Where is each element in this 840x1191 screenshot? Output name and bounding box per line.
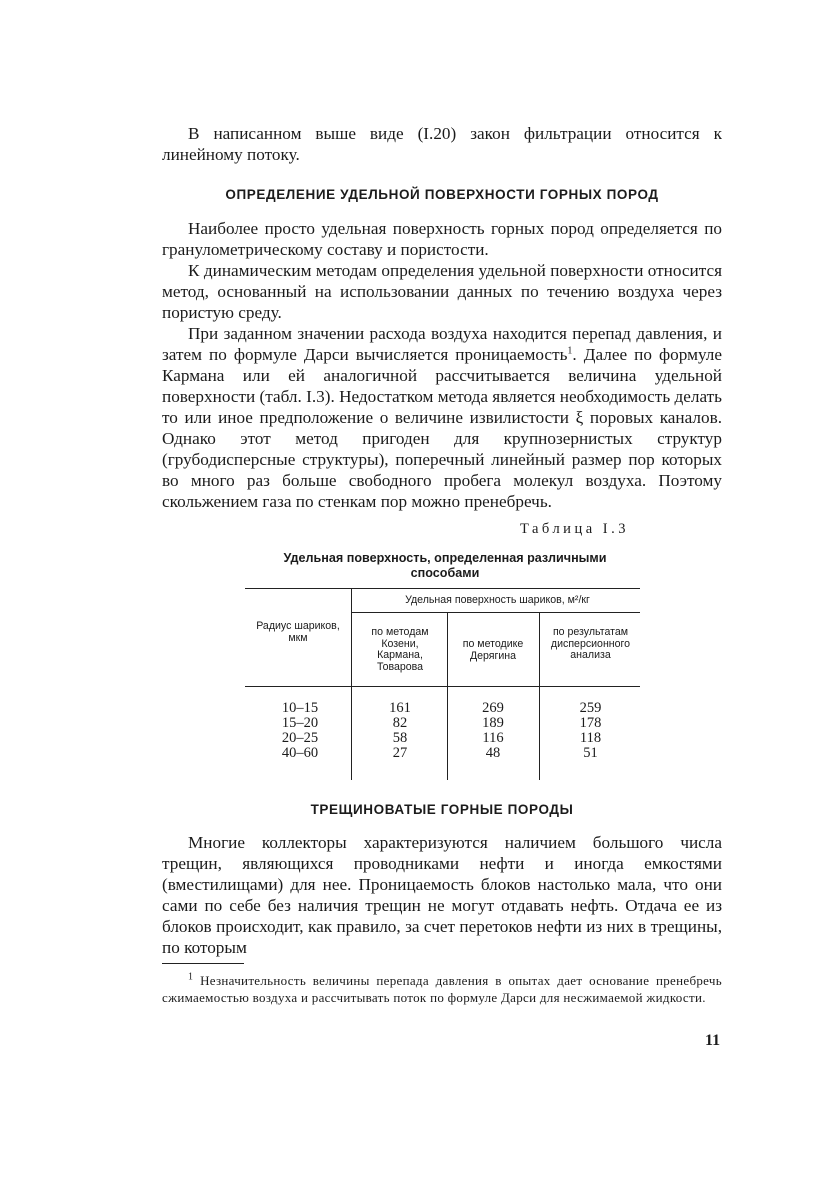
table-cell: 48	[485, 745, 501, 761]
section1-paragraph-2: К динамическим методам определения удельной поверхности относится метод, основанный на использовании данных по течению воздуха через пористую среду.	[162, 261, 722, 322]
section1-body	[162, 218, 722, 512]
footnote-text: Незначительность величины перепада давления в опытах дает основание пренебречь сжимаемостью воздуха и рассчитывать поток по формуле Дарси для несжимаемой жидкости.	[162, 973, 722, 1005]
table-cell: 116	[482, 730, 504, 746]
table-top-rule	[245, 588, 640, 589]
table-caption: Удельная поверхность, определенная различными способами	[283, 551, 607, 580]
table-cell: 178	[579, 715, 602, 731]
footnote-reference: 1	[567, 345, 573, 357]
section1-paragraph-1: Наиболее просто удельная поверхность горных пород определяется по гранулометрическому составу и пористости.	[162, 219, 722, 259]
header-dispersion-analysis: по результатам дисперсионного анализа	[550, 626, 631, 661]
section2-paragraph-1: Многие коллекторы характеризуются наличием большого числа трещин, являющихся проводниками нефти и иногда емкостями (вместилищами) для нее. Проницаемость блоков настолько мала, что они сами по себе без наличия трещин не могут отдавать нефть. Отдача ее из блоков происходит, как правило, за счет перетоков нефти из них в трещины, по которым	[162, 833, 722, 957]
section-heading-specific-surface: ОПРЕДЕЛЕНИЕ УДЕЛЬНОЙ ПОВЕРХНОСТИ ГОРНЫХ ПОРОД	[225, 187, 659, 202]
section1-paragraph-3-start: При заданном значении расхода воздуха находится перепад давления, и затем по формуле Дарси вычисляется проницаемость	[162, 324, 722, 364]
table-cell: 118	[579, 730, 602, 746]
section-heading-fractured-rocks: ТРЕЩИНОВАТЫЕ ГОРНЫЕ ПОРОДЫ	[310, 802, 574, 817]
table-cell: 269	[482, 700, 504, 716]
footnote-mark: 1	[188, 971, 194, 983]
table-cell: 20–25	[281, 730, 319, 746]
header-specific-surface: Удельная поверхность шариков, м²/кг	[405, 594, 590, 606]
table-cell: 51	[583, 745, 598, 761]
table-cell: 10–15	[281, 700, 319, 716]
intro-block	[162, 123, 722, 165]
table-divider-1	[351, 588, 352, 780]
table-cell: 27	[392, 745, 408, 761]
table-cell: 161	[389, 700, 411, 716]
intro-paragraph: В написанном выше виде (I.20) закон фильтрации относится к линейному потоку.	[162, 124, 722, 164]
table-header-rule	[245, 686, 640, 687]
table-cell: 82	[392, 715, 408, 731]
table-cell: 189	[482, 715, 504, 731]
header-kozeny-method: по методам Козени, Кармана, Товарова	[371, 626, 429, 673]
table-label: Таблица I.3	[520, 521, 629, 537]
table-cell: 259	[579, 700, 602, 716]
table-cell: 15–20	[281, 715, 319, 731]
footnote	[162, 972, 722, 1006]
table-group-rule	[351, 612, 640, 613]
header-deryagin-method: по методике Дерягина	[462, 638, 524, 662]
section1-paragraph-3-rest: . Далее по формуле Кармана или ей аналогичной рассчитывается величина удельной поверхности (табл. I.3). Недостатком метода является необходимость делать то или иное предположение о величине извилистости ξ поровых каналов. Однако этот метод пригоден для крупнозернистых структур (грубодисперсные структуры), поперечный линейный размер пор которых во много раз больше свободного пробега молекул воздуха. Поэтому скольжением газа по стенкам пор можно пренебречь.	[162, 345, 722, 511]
data-table	[245, 588, 640, 780]
table-cell: 58	[392, 730, 408, 746]
table-cell: 40–60	[281, 745, 319, 761]
section2-body	[162, 832, 722, 958]
header-radius: Радиус шариков, мкм	[256, 620, 340, 644]
footnote-rule	[162, 963, 244, 964]
table-divider-3	[539, 612, 540, 780]
page-number: 11	[705, 1032, 721, 1049]
table-divider-2	[447, 612, 448, 780]
section1-paragraph-3	[162, 323, 722, 512]
